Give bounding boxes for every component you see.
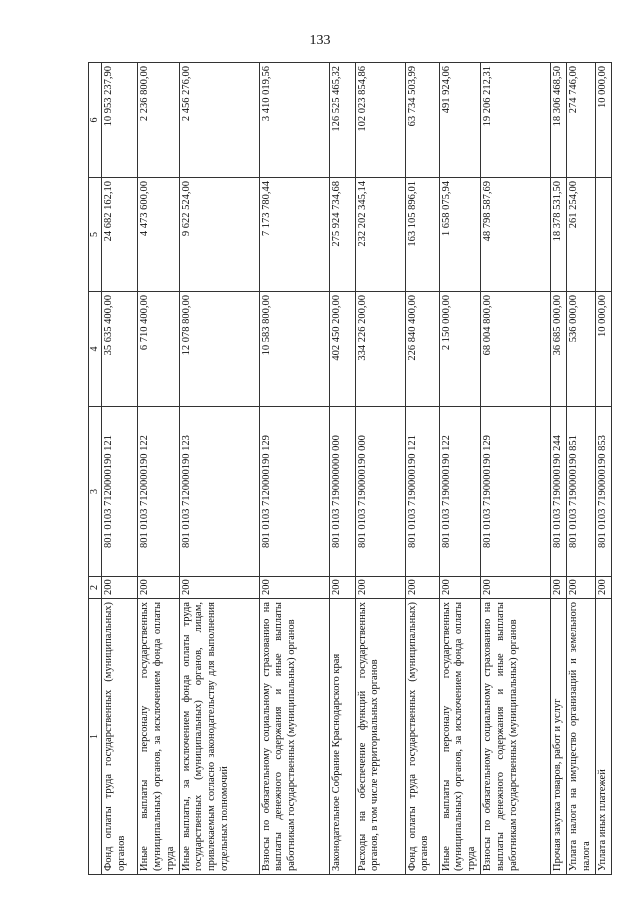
header-cell-5: 5 <box>89 178 102 292</box>
row-col2: 200 <box>102 577 138 599</box>
row-code: 801 0103 7190000190 851 <box>566 407 595 577</box>
table-row <box>595 63 611 875</box>
table-row <box>566 63 595 875</box>
rotated-table-container <box>88 63 613 875</box>
row-col2: 200 <box>329 577 355 599</box>
row-name: Иные выплаты персоналу государственных (муниципальных) органов, за исключением фонда оплаты труда <box>138 599 179 875</box>
row-rest: 2 236 800,00 <box>138 63 179 178</box>
row-col2: 200 <box>405 577 439 599</box>
row-plan: 68 004 800,00 <box>480 292 550 407</box>
row-plan: 402 450 200,00 <box>329 292 355 407</box>
row-exec: 48 798 587,69 <box>480 178 550 292</box>
row-code: 801 0103 7190000190 129 <box>480 407 550 577</box>
table-row <box>405 63 439 875</box>
row-rest: 19 206 212,31 <box>480 63 550 178</box>
row-exec: 163 105 896,01 <box>405 178 439 292</box>
row-plan: 12 078 800,00 <box>179 292 259 407</box>
row-exec: 275 924 734,68 <box>329 178 355 292</box>
row-plan: 35 635 400,00 <box>102 292 138 407</box>
row-name: Уплата налога на имущество организаций и земельного налога <box>566 599 595 875</box>
table-row <box>138 63 179 875</box>
row-rest: 2 456 276,00 <box>179 63 259 178</box>
row-exec <box>595 178 611 292</box>
row-exec: 4 473 600,00 <box>138 178 179 292</box>
header-cell-3: 3 <box>89 407 102 577</box>
row-code: 801 0103 7190000190 853 <box>595 407 611 577</box>
header-row <box>89 63 102 875</box>
row-code: 801 0103 7120000190 123 <box>179 407 259 577</box>
table-row <box>102 63 138 875</box>
row-col2: 200 <box>480 577 550 599</box>
row-plan: 334 226 200,00 <box>355 292 405 407</box>
row-exec: 261 254,00 <box>566 178 595 292</box>
row-name: Фонд оплаты труда государственных (муниципальных) органов <box>405 599 439 875</box>
row-name: Иные выплаты, за исключением фонда оплаты труда государственных (муниципальных) органов, лицам, привлекаемым согласно законодательству для выполнения отдельных полномочий <box>179 599 259 875</box>
row-exec: 18 378 531,50 <box>550 178 566 292</box>
header-cell-6: 6 <box>89 63 102 178</box>
row-code: 801 0103 7190000000 000 <box>329 407 355 577</box>
row-col2: 200 <box>179 577 259 599</box>
row-col2: 200 <box>259 577 329 599</box>
header-cell-4: 4 <box>89 292 102 407</box>
row-code: 801 0103 7120000190 122 <box>138 407 179 577</box>
row-plan: 2 150 000,00 <box>439 292 480 407</box>
row-name: Взносы по обязательному социальному страхованию на выплаты денежного содержания и иные выплаты работникам государственных (муниципальных) органов <box>259 599 329 875</box>
row-code: 801 0103 7120000190 121 <box>102 407 138 577</box>
row-code: 801 0103 7190000190 122 <box>439 407 480 577</box>
row-col2: 200 <box>439 577 480 599</box>
row-col2: 200 <box>138 577 179 599</box>
row-col2: 200 <box>550 577 566 599</box>
row-plan: 536 000,00 <box>566 292 595 407</box>
row-code: 801 0103 7190000190 244 <box>550 407 566 577</box>
header-cell-1: 1 <box>89 599 102 875</box>
row-rest: 102 023 854,86 <box>355 63 405 178</box>
row-exec: 1 658 075,94 <box>439 178 480 292</box>
row-rest: 63 734 503,99 <box>405 63 439 178</box>
row-col2: 200 <box>355 577 405 599</box>
row-name: Законодательное Собрание Краснодарского края <box>329 599 355 875</box>
row-col2: 200 <box>595 577 611 599</box>
row-col2: 200 <box>566 577 595 599</box>
row-code: 801 0103 7190000190 121 <box>405 407 439 577</box>
row-name: Фонд оплаты труда государственных (муниципальных) органов <box>102 599 138 875</box>
row-rest: 10 000,00 <box>595 63 611 178</box>
page-number: 133 <box>309 33 331 48</box>
table-row <box>355 63 405 875</box>
row-rest: 18 306 468,50 <box>550 63 566 178</box>
row-name: Уплата иных платежей <box>595 599 611 875</box>
table-row <box>179 63 259 875</box>
row-plan: 226 840 400,00 <box>405 292 439 407</box>
table-row <box>550 63 566 875</box>
row-plan: 10 000,00 <box>595 292 611 407</box>
row-exec: 24 682 162,10 <box>102 178 138 292</box>
row-rest: 10 953 237,90 <box>102 63 138 178</box>
table-row <box>480 63 550 875</box>
row-plan: 6 710 400,00 <box>138 292 179 407</box>
budget-table <box>88 62 612 875</box>
table-row <box>259 63 329 875</box>
header-cell-2: 2 <box>89 577 102 599</box>
row-rest: 274 746,00 <box>566 63 595 178</box>
row-exec: 232 202 345,14 <box>355 178 405 292</box>
row-name: Иные выплаты персоналу государственных (муниципальных) органов, за исключением фонда оплаты труда <box>439 599 480 875</box>
row-rest: 126 525 465,32 <box>329 63 355 178</box>
row-code: 801 0103 7120000190 129 <box>259 407 329 577</box>
row-name: Прочая закупка товаров, работ и услуг <box>550 599 566 875</box>
row-code: 801 0103 7190000190 000 <box>355 407 405 577</box>
row-rest: 3 410 019,56 <box>259 63 329 178</box>
row-exec: 7 173 780,44 <box>259 178 329 292</box>
row-exec: 9 622 524,00 <box>179 178 259 292</box>
row-name: Взносы по обязательному социальному страхованию на выплаты денежного содержания и иные выплаты работникам государственных (муниципальных) органов <box>480 599 550 875</box>
table-row <box>329 63 355 875</box>
row-name: Расходы на обеспечение функций государственных органов, в том числе территориальных органов <box>355 599 405 875</box>
row-plan: 10 583 800,00 <box>259 292 329 407</box>
row-plan: 36 685 000,00 <box>550 292 566 407</box>
row-rest: 491 924,06 <box>439 63 480 178</box>
table-row <box>439 63 480 875</box>
